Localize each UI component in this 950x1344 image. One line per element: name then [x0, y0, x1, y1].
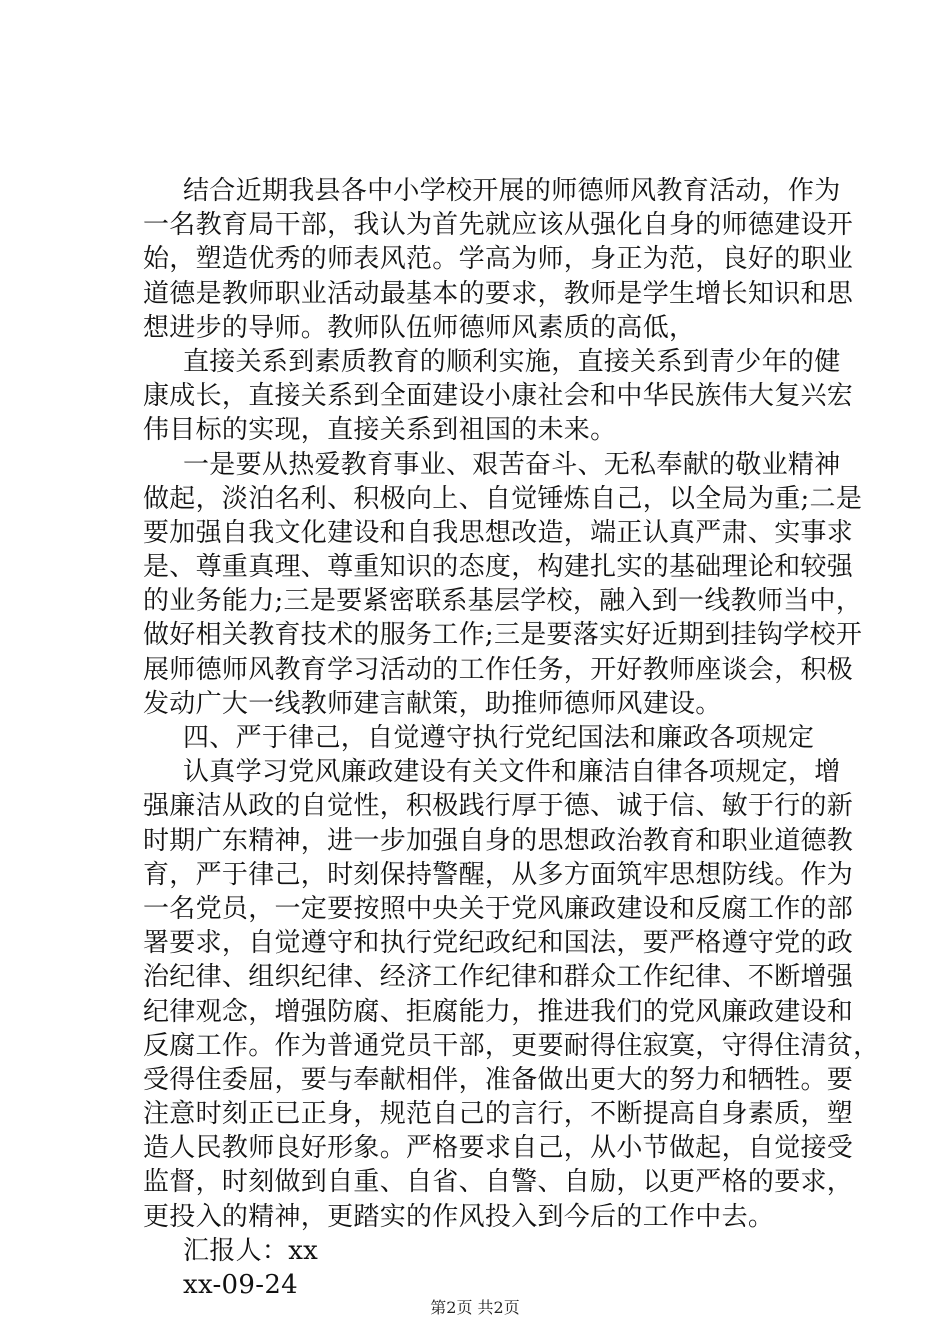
paragraph-line: 造人民教师良好形象。严格要求自己，从小节做起，自觉接受 — [143, 1133, 854, 1164]
paragraph-line: 纪律观念，增强防腐、拒腐能力，推进我们的党风廉政建设和 — [143, 996, 854, 1027]
paragraph-line: 是、尊重真理、尊重知识的态度，构建扎实的基础理论和较强 — [143, 552, 854, 583]
paragraph-line: 监督，时刻做到自重、自省、自警、自励，以更严格的要求， — [143, 1167, 854, 1198]
paragraph-line: 受得住委屈，要与奉献相伴，准备做出更大的努力和牺牲。要 — [143, 1064, 854, 1095]
date-line: xx-09-24 — [183, 1270, 299, 1300]
paragraph-line: 一是要从热爱教育事业、艰苦奋斗、无私奉献的敬业精神 — [183, 449, 841, 480]
section-heading: 四、严于律己，自觉遵守执行党纪国法和廉政各项规定 — [183, 723, 815, 753]
paragraph-line: 治纪律、组织纪律、经济工作纪律和群众工作纪律、不断增强 — [143, 962, 854, 993]
page-number-footer: 第2页 共2页 — [430, 1298, 520, 1317]
paragraph-line: 要加强自我文化建设和自我思想改造，端正认真严肃、实事求 — [143, 517, 854, 548]
paragraph-line: 道德是教师职业活动最基本的要求，教师是学生增长知识和思 — [143, 278, 854, 309]
paragraph-line: 结合近期我县各中小学校开展的师德师风教育活动，作为 — [183, 176, 841, 206]
paragraph-line: 署要求，自觉遵守和执行党纪政纪和国法，要严格遵守党的政 — [143, 928, 854, 959]
paragraph-line: 康成长，直接关系到全面建设小康社会和中华民族伟大复兴宏 — [143, 381, 854, 412]
reporter-line: 汇报人：xx — [183, 1235, 319, 1266]
paragraph-line: 一名党员，一定要按照中央关于党风廉政建设和反腐工作的部 — [143, 893, 854, 924]
paragraph-line: 反腐工作。作为普通党员干部，更要耐得住寂寞，守得住清贫， — [143, 1030, 880, 1061]
paragraph-line: 发动广大一线教师建言献策，助推师德师风建设。 — [143, 688, 722, 719]
paragraph-line: 做好相关教育技术的服务工作;三是要落实好近期到挂钩学校开 — [143, 620, 863, 651]
paragraph-line: 展师德师风教育学习活动的工作任务，开好教师座谈会，积极 — [143, 654, 854, 685]
paragraph-line: 想进步的导师。教师队伍师德师风素质的高低， — [143, 312, 696, 343]
paragraph-line: 伟目标的实现，直接关系到祖国的未来。 — [143, 415, 617, 446]
paragraph-line: 做起，淡泊名利、积极向上、自觉锤炼自己，以全局为重;二是 — [143, 483, 863, 514]
paragraph-line: 育，严于律己，时刻保持警醒，从多方面筑牢思想防线。作为 — [143, 859, 854, 890]
paragraph-line: 一名教育局干部，我认为首先就应该从强化自身的师德建设开 — [143, 210, 854, 241]
paragraph-line: 强廉洁从政的自觉性，积极践行厚于德、诚于信、敏于行的新 — [143, 791, 854, 822]
paragraph-line: 始，塑造优秀的师表风范。学高为师，身正为范，良好的职业 — [143, 244, 854, 275]
paragraph-line: 直接关系到素质教育的顺利实施，直接关系到青少年的健 — [183, 346, 841, 377]
paragraph-line: 时期广东精神，进一步加强自身的思想政治教育和职业道德教 — [143, 825, 854, 856]
document-body — [143, 174, 880, 1302]
paragraph-line: 的业务能力;三是要紧密联系基层学校，融入到一线教师当中， — [143, 586, 863, 617]
paragraph-line: 注意时刻正已正身，规范自己的言行，不断提高自身素质，塑 — [143, 1099, 854, 1130]
paragraph-line: 认真学习党风廉政建设有关文件和廉洁自律各项规定，增 — [183, 757, 841, 788]
paragraph-line: 更投入的精神，更踏实的作风投入到今后的工作中去。 — [143, 1201, 775, 1232]
